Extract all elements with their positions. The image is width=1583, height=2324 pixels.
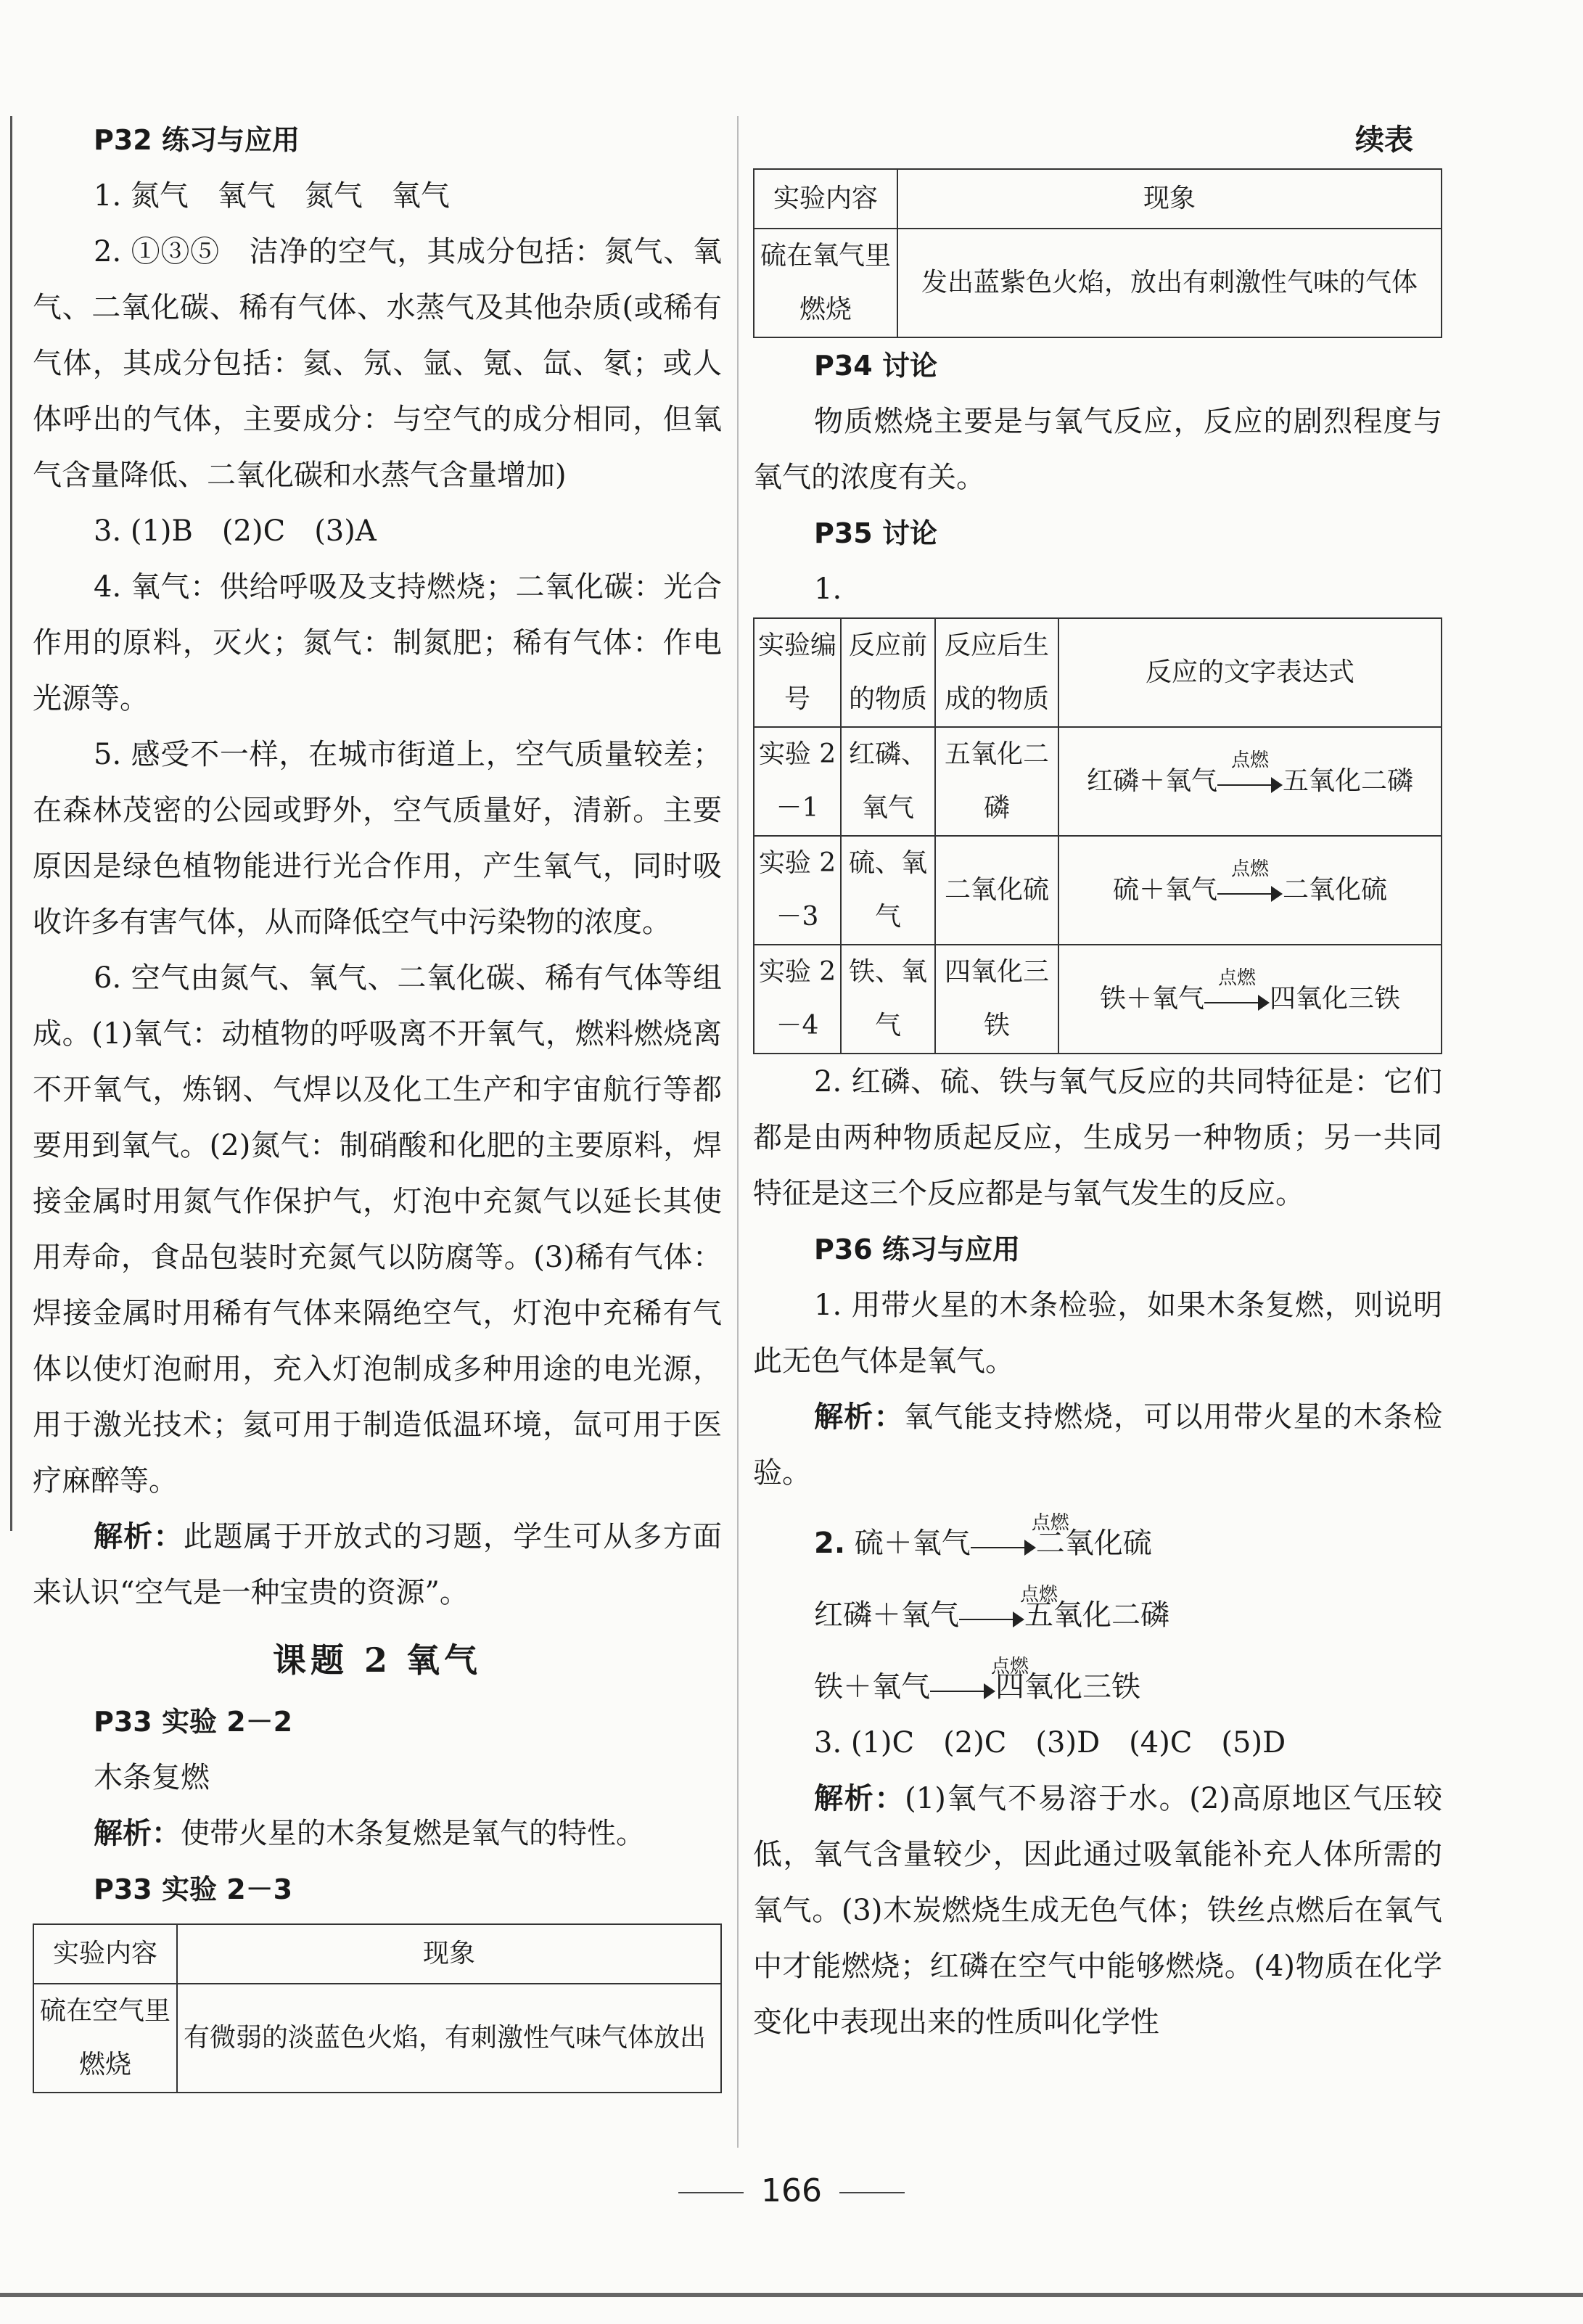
reaction-condition: 点燃 (1230, 858, 1269, 880)
table-header-row (754, 618, 1442, 727)
table-cell: 红磷、氧气 (841, 727, 935, 836)
equation-product: 五氧化二磷 (1024, 1598, 1169, 1632)
page-footer (0, 2169, 1583, 2213)
analysis-label: 解析： (814, 1782, 905, 1815)
experiment-table-oxygen (753, 168, 1442, 338)
table-header-row (33, 1924, 721, 1984)
lesson-title (33, 1633, 722, 1688)
table-header-cell: 反应的文字表达式 (1058, 618, 1442, 727)
page-number: 166 (761, 2172, 822, 2209)
table-cell: 铁、氧气 (841, 945, 935, 1054)
table-header-cell: 反应前的物质 (841, 618, 935, 727)
table-row (33, 1984, 721, 2093)
section-heading-p34: P34 讨论 (814, 350, 937, 382)
table-header-cell: 实验编号 (754, 618, 841, 727)
equation-reactants: 红磷＋氧气 (814, 1598, 959, 1632)
word-equation (1086, 750, 1414, 796)
equation-reactants: 红磷＋氧气 (1086, 766, 1217, 796)
reaction-condition: 点燃 (991, 1656, 1029, 1678)
reaction-arrow (1204, 967, 1270, 1015)
reaction-condition: 点燃 (1020, 1584, 1058, 1606)
discussion-item-2: 2. 红磷、硫、铁与氧气反应的共同特征是：它们都是由两种物质起反应，生成另一种物质；另一共同特征是这三个反应都是与氧气发生的反应。 (753, 1065, 1442, 1210)
analysis-p33 (33, 1806, 722, 1862)
table-cell: 实验 2－1 (754, 727, 841, 836)
lesson-name: 氧气 (406, 1641, 482, 1680)
table-row (754, 229, 1442, 337)
reaction-condition: 点燃 (1031, 1512, 1069, 1534)
equation-line (753, 1656, 1442, 1715)
reaction-condition: 点燃 (1230, 750, 1269, 771)
table-cell (1058, 945, 1442, 1054)
section-heading-p33-2-3: P33 实验 2－3 (94, 1873, 293, 1905)
table-cell: 二氧化硫 (935, 836, 1058, 945)
reaction-arrow (971, 1512, 1069, 1560)
experiment-result: 木条复燃 (94, 1761, 210, 1794)
table-cell (1058, 727, 1442, 836)
section-heading-p33-2-2: P33 实验 2－2 (94, 1706, 293, 1738)
table-row (754, 945, 1442, 1054)
reaction-arrow (1217, 750, 1283, 797)
word-equation (814, 1656, 1140, 1704)
reaction-arrow (1217, 858, 1283, 906)
equation-reactants: 铁＋氧气 (814, 1670, 930, 1704)
answer-item-3: 3. (1)B (2)C (3)A (94, 514, 377, 548)
table-cell: 发出蓝紫色火焰，放出有刺激性气味的气体 (897, 229, 1442, 337)
column-divider (737, 116, 739, 2148)
reaction-table (753, 617, 1442, 1054)
lesson-number: 课题 2 (272, 1641, 392, 1680)
equation-line (753, 1584, 1442, 1643)
answer-item-5: 5. 感受不一样，在城市街道上，空气质量较差；在森林茂密的公园或野外，空气质量好，清新。主要原因是绿色植物能进行光合作用，产生氧气，同时吸收许多有害气体，从而降低空气中污染物的浓度。 (33, 738, 722, 939)
discussion-p34: 物质燃烧主要是与氧气反应，反应的剧烈程度与氧气的浓度有关。 (753, 405, 1442, 494)
discussion-item-1: 1. (814, 572, 842, 606)
table-cell: 硫在氧气里燃烧 (754, 229, 897, 337)
table-cell: 实验 2－4 (754, 945, 841, 1054)
table-header-cell: 实验内容 (33, 1924, 177, 1984)
analysis-text: 使带火星的木条复燃是氧气的特性。 (181, 1817, 645, 1850)
practice-item-3: 3. (1)C (2)C (3)D (4)C (5)D (814, 1726, 1286, 1760)
page-bottom-bar (0, 2293, 1583, 2297)
equation-product: 四氧化三铁 (995, 1670, 1140, 1704)
table-row (754, 836, 1442, 945)
equation-product: 二氧化硫 (1035, 1527, 1152, 1560)
table-cell: 五氧化二磷 (935, 727, 1058, 836)
table-cell: 四氧化三铁 (935, 945, 1058, 1054)
analysis-text: 氧气能支持燃烧，可以用带火星的木条检验。 (753, 1400, 1443, 1490)
practice-item-2 (753, 1512, 1442, 1572)
right-column (753, 112, 1442, 2050)
analysis-p36-1 (753, 1389, 1442, 1501)
practice-item-1: 1. 用带火星的木条检验，如果木条复燃，则说明此无色气体是氧气。 (753, 1289, 1442, 1378)
word-equation (854, 1512, 1152, 1560)
table-cell: 硫在空气里燃烧 (33, 1984, 177, 2093)
table-cell: 有微弱的淡蓝色火焰，有刺激性气味气体放出 (177, 1984, 721, 2093)
analysis-label: 解析： (94, 1817, 181, 1850)
continued-label: 续表 (1355, 123, 1413, 157)
answer-item-6: 6. 空气由氮气、氧气、二氧化碳、稀有气体等组成。(1)氧气：动植物的呼吸离不开氧气，燃料燃烧离不开氧气，炼钢、气焊以及化工生产和宇宙航行等都要用到氧气。(2)氮气：制硝酸和化肥的主要原料，焊接金属时用氮气作保护气，灯泡中充氮气以延长其使用寿命，食品包装时充氮气以防腐等。(3)稀有气体：焊接金属时用稀有气体来隔绝空气，灯泡中充稀有气体以使灯泡耐用，充入灯泡制成多种用途的电光源，用于激光技术；氦可用于制造低温环境，氙可用于医疗麻醉等。 (33, 961, 722, 1498)
section-heading-p35: P35 讨论 (814, 517, 937, 549)
table-row (754, 727, 1442, 836)
word-equation (814, 1584, 1169, 1632)
reaction-arrow (959, 1584, 1058, 1632)
left-column (33, 112, 722, 2093)
analysis-p32 (33, 1509, 722, 1621)
equation-product: 二氧化硫 (1283, 875, 1388, 905)
word-equation (1099, 967, 1401, 1014)
table-header-cell: 现象 (897, 169, 1442, 229)
item-number: 2. (814, 1527, 846, 1560)
footer-rule-right (839, 2192, 905, 2193)
table-header-cell: 现象 (177, 1924, 721, 1984)
analysis-p36-3 (753, 1771, 1442, 2050)
analysis-text: 此题属于开放式的习题，学生可从多方面来认识“空气是一种宝贵的资源”。 (33, 1520, 723, 1609)
table-header-cell: 实验内容 (754, 169, 897, 229)
page-edge-line (10, 116, 12, 1531)
table-cell (1058, 836, 1442, 945)
section-heading-p32: P32 练习与应用 (94, 124, 300, 156)
equation-product: 五氧化二磷 (1283, 766, 1414, 796)
equation-reactants: 硫＋氧气 (854, 1527, 971, 1560)
reaction-arrow (930, 1656, 1029, 1704)
table-cell: 实验 2－3 (754, 836, 841, 945)
analysis-label: 解析： (94, 1520, 184, 1553)
table-header-cell: 反应后生成的物质 (935, 618, 1058, 727)
answer-item-1: 1. 氮气 氧气 氮气 氧气 (94, 179, 450, 213)
footer-rule-left (678, 2192, 744, 2193)
equation-reactants: 硫＋氧气 (1112, 875, 1217, 905)
analysis-text: (1)氧气不易溶于水。(2)高原地区气压较低，氧气含量较少，因此通过吸氧能补充人体所需的氧气。(3)木炭燃烧生成无色气体；铁丝点燃后在氧气中才能燃烧；红磷在空气中能够燃烧。(4)物质在化学变化中表现出来的性质叫化学性 (753, 1782, 1443, 2039)
word-equation (1112, 858, 1388, 905)
equation-product: 四氧化三铁 (1270, 984, 1401, 1014)
reaction-condition: 点燃 (1217, 967, 1256, 989)
table-cell: 硫、氧气 (841, 836, 935, 945)
analysis-label: 解析： (814, 1400, 904, 1434)
section-heading-p36: P36 练习与应用 (814, 1233, 1020, 1265)
answer-item-4: 4. 氧气：供给呼吸及支持燃烧；二氧化碳：光合作用的原料，灭火；氮气：制氮肥；稀有气体：作电光源等。 (33, 570, 722, 715)
table-header-row (754, 169, 1442, 229)
answer-item-2: 2. ①③⑤ 洁净的空气，其成分包括：氮气、氧气、二氧化碳、稀有气体、水蒸气及其他杂质(或稀有气体，其成分包括：氦、氖、氩、氪、氙、氡；或人体呼出的气体，主要成分：与空气的成分相同，但氧气含量降低、二氧化碳和水蒸气含量增加) (33, 235, 722, 492)
experiment-table-air (33, 1923, 722, 2093)
equation-reactants: 铁＋氧气 (1099, 984, 1204, 1014)
